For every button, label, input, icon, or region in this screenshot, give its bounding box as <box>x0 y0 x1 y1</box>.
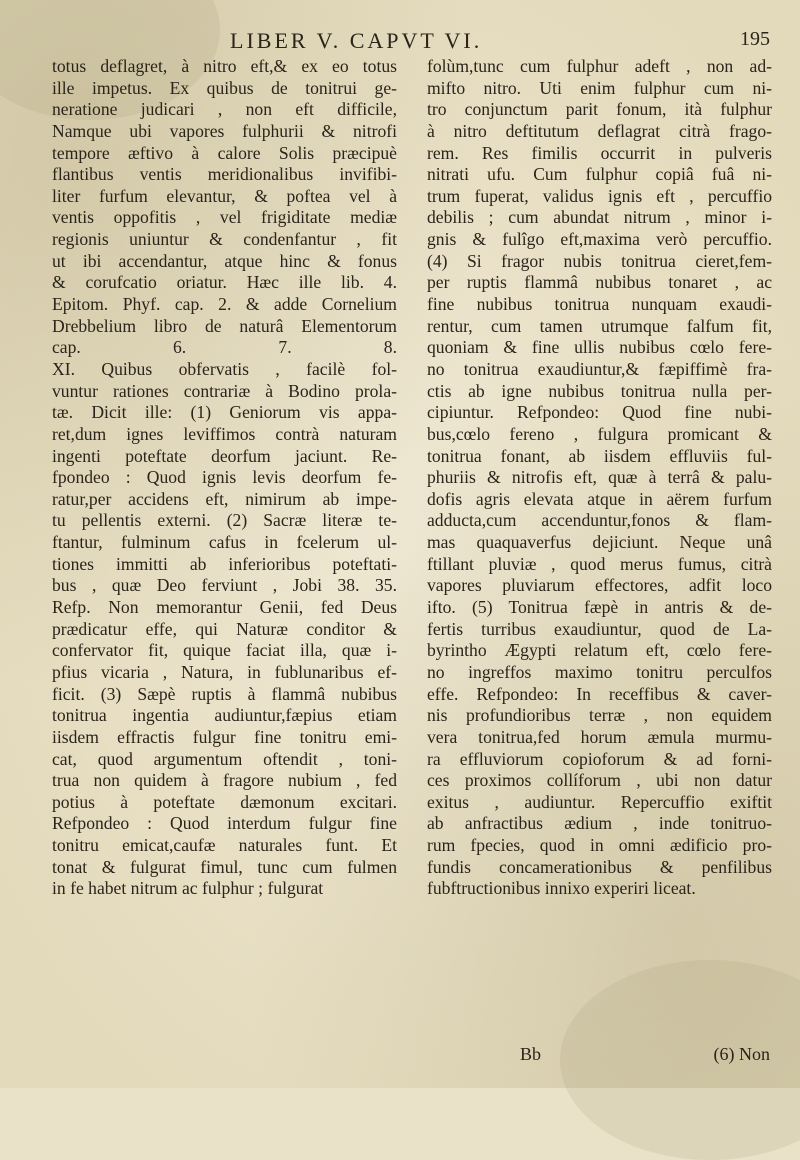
text-line: ftillant pluviæ , quod merus fumus, citrà <box>427 553 772 574</box>
text-line: ctis ab igne nubibus tonitrua nulla per- <box>427 380 772 401</box>
text-line: cipiuntur. Refpondeo: Quod fine nubi- <box>427 402 772 423</box>
text-line: fubftructionibus innixo experiri liceat. <box>427 878 696 899</box>
text-line: Refp. Non memorantur Genii, fed Deus <box>52 597 397 618</box>
text-line: ftantur, fulminum cafus in fcelerum ul- <box>52 532 397 553</box>
text-line: confervator fit, quique faciat illa, quæ i- <box>52 640 397 661</box>
text-line: totus deflagret, à nitro eft,& ex eo totus <box>52 56 397 76</box>
right-text-column <box>427 56 772 900</box>
text-line: fpondeo : Quod ignis levis deorfum fe- <box>52 467 397 488</box>
text-line: Drebbelium libro de naturâ Elementorum <box>52 315 397 336</box>
text-line: rentur, cum tamen utrumque falfum fit, <box>427 315 772 336</box>
text-line: tro conjunctum parit fonum, ità fulphur <box>427 99 772 120</box>
text-line: bus,cœlo fereno , fulgura promicant & <box>427 423 772 444</box>
page-header <box>230 26 770 56</box>
text-line: ingenti poteftate deorfum jaciunt. Re- <box>52 445 397 466</box>
signature-mark: Bb <box>520 1044 542 1064</box>
text-line: tu pellentis externi. (2) Sacræ literæ te- <box>52 510 397 531</box>
text-line: debilis ; cum abundat nitrum , minor i- <box>427 207 772 228</box>
text-line: nitrati ufu. Cum fulphur copiâ fuâ ni- <box>427 164 772 185</box>
text-line: tonitrua ingentia audiuntur,fæpius etiam <box>52 705 397 726</box>
text-line: adducta,cum accenduntur,fonos & flam- <box>427 510 772 531</box>
text-line: no ingreffos maximo tonitru perculfos <box>427 661 772 682</box>
text-line: tonat & fulgurat fimul, tunc cum fulmen <box>52 856 397 877</box>
text-line: tonitrua fonant, ab iisdem effluviis ful- <box>427 445 772 466</box>
text-line: pfius vicaria , Natura, in fublunaribus ef- <box>52 661 397 682</box>
text-line: ille impetus. Ex quibus de tonitrui ge- <box>52 77 397 98</box>
text-line: mas quaquaverfus dejiciunt. Neque unâ <box>427 532 772 553</box>
text-line: (4) Si fragor nubis tonitrua cieret,fem- <box>427 250 772 271</box>
text-line: vapores pluviarum effectores, adfit loco <box>427 575 772 596</box>
text-line: ifto. (5) Tonitrua fæpè in antris & de- <box>427 597 772 618</box>
text-line: & corufcatio oriatur. Hæc ille lib. 4. <box>52 272 397 293</box>
page-number: 195 <box>740 28 770 50</box>
text-line: Epitom. Phyf. cap. 2. & adde Cornelium <box>52 294 397 315</box>
text-line: in fe habet nitrum ac fulphur ; fulgurat <box>52 878 324 899</box>
text-line: à nitro deftitutum deflagrat citrà frago- <box>427 120 772 141</box>
text-line: fine nubibus tonitrua nunquam exaudi- <box>427 294 772 315</box>
text-line: gnis & fulîgo eft,maxima verò percuffio. <box>427 229 772 250</box>
text-line: liter furfum elevantur, & poftea vel à <box>52 185 397 206</box>
text-line: ratur,per accidens eft, nimirum ab impe- <box>52 488 397 509</box>
running-head: LIBER V. CAPVT VI. <box>230 28 483 53</box>
text-line: cat, quod argumentum oftendit , toni- <box>52 748 397 769</box>
text-line: exitus , audiuntur. Repercuffio exiftit <box>427 791 772 812</box>
text-line: effe. Refpondeo: In receffibus & caver- <box>427 683 772 704</box>
text-line: neratione judicari , non eft difficile, <box>52 99 397 120</box>
text-line: ab anfractibus ædium , inde tonitruo- <box>427 813 772 834</box>
text-line: no tonitrua exaudiuntur,& fæpiffimè fra- <box>427 358 772 379</box>
text-line: rum fpecies, quod in omni ædificio pro- <box>427 835 772 856</box>
text-line: ces proximos collíforum , ubi non datur <box>427 770 772 791</box>
left-text-column <box>52 56 397 900</box>
text-line: ra effluviorum copioforum & ad forni- <box>427 748 772 769</box>
text-line: ventis oppofitis , vel frigiditate mediæ <box>52 207 397 228</box>
text-line: flantibus ventis meridionalibus invifibi- <box>52 164 397 185</box>
text-line: tonitru emicat,caufæ naturales funt. Et <box>52 835 397 856</box>
text-line: nis profundioribus terræ , non equidem <box>427 705 772 726</box>
text-line: bus , quæ Deo ferviunt , Jobi 38. 35. <box>52 575 397 596</box>
text-line: mifto nitro. Uti enim fulphur cum ni- <box>427 77 772 98</box>
text-line: tiones immitti ab inferioribus poteftati- <box>52 553 397 574</box>
page-footer <box>520 1044 770 1068</box>
text-line: vera tonitrua,fed horum æmula murmu- <box>427 726 772 747</box>
text-line: potius à poteftate dæmonum excitari. <box>52 791 397 812</box>
text-line: Refpondeo : Quod interdum fulgur fine <box>52 813 397 834</box>
text-line: cap. 6. 7. 8. <box>52 337 397 358</box>
text-line: regionis uniuntur & condenfantur , fit <box>52 229 397 250</box>
text-line: fundis concamerationibus & penfilibus <box>427 856 772 877</box>
text-line: trua non quidem à fragore nubium , fed <box>52 770 397 791</box>
text-line: fertis turribus exaudiuntur, quod de La- <box>427 618 772 639</box>
text-line: quoniam & fine ullis nubibus cœlo fere- <box>427 337 772 358</box>
text-line: ret,dum ignes leviffimos contrà naturam <box>52 423 397 444</box>
text-line: byrintho Ægypti relatum eft, cœlo fere- <box>427 640 772 661</box>
text-line: tæ. Dicit ille: (1) Geniorum vis appa- <box>52 402 397 423</box>
text-line: iisdem effractis fulgur fine tonitru emi- <box>52 726 397 747</box>
text-line: Namque ubi vapores fulphurii & nitrofi <box>52 120 397 141</box>
text-line: dofis agris elevata atque in aërem furfum <box>427 488 772 509</box>
catchword: (6) Non <box>713 1044 770 1064</box>
text-line: XI. Quibus obfervatis , facilè fol- <box>52 358 397 379</box>
text-line: ut ibi accendantur, atque hinc & fonus <box>52 250 397 271</box>
text-line: vuntur rationes contrariæ à Bodino prola- <box>52 380 397 401</box>
text-line: rem. Res fimilis occurrit in pulveris <box>427 142 772 163</box>
text-line: ficit. (3) Sæpè ruptis à flammâ nubibus <box>52 683 397 704</box>
text-line: prædicatur effe, qui Naturæ conditor & <box>52 618 397 639</box>
text-line: folùm,tunc cum fulphur adeft , non ad- <box>427 56 772 76</box>
text-line: per ruptis flammâ nubibus tonaret , ac <box>427 272 772 293</box>
text-line: tempore æftivo à calore Solis præcipuè <box>52 142 397 163</box>
text-line: trum fuperat, validus ignis eft , percuffio <box>427 185 772 206</box>
text-line: phuriis & nitrofis eft, quæ à terrâ & palu- <box>427 467 772 488</box>
